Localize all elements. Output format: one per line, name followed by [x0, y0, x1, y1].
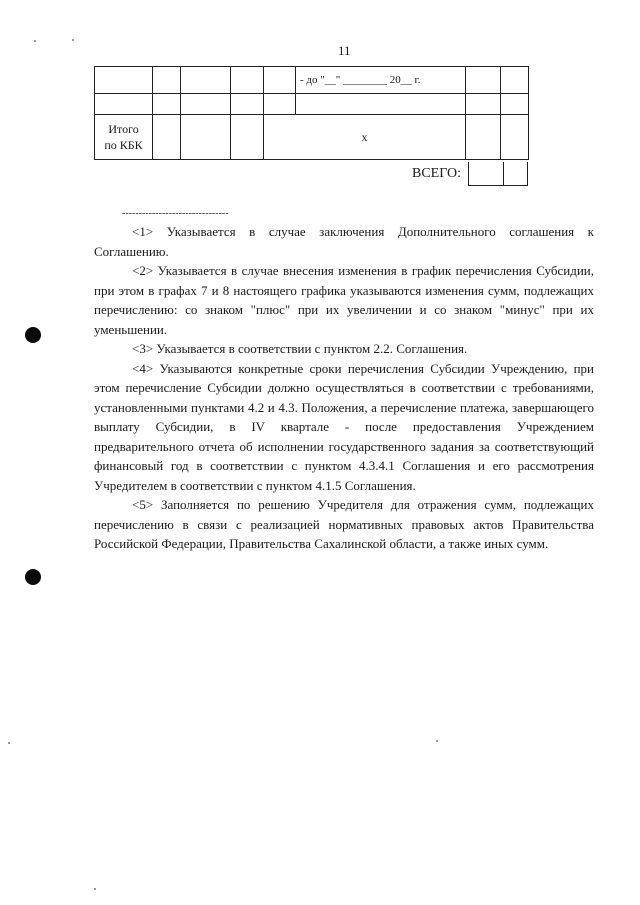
kbk-label: по КБК [104, 138, 143, 152]
total-value-cells [468, 162, 528, 186]
scan-speck [94, 888, 96, 890]
x-mark-cell: х [264, 115, 466, 160]
vsego-label: ВСЕГО: [412, 166, 461, 181]
table-cell [231, 67, 264, 94]
table-row [95, 94, 529, 115]
footnote-separator: -------------------------------- [122, 208, 229, 219]
punch-hole-mark [25, 569, 41, 585]
footnote-5: <5> Заполняется по решению Учредителя для отражения сумм, подлежащих перечислению в связи с реализацией нормативных правовых актов Правительства Российской Федерации, Правительства Сахалинской области, а также иных сумм. [94, 497, 594, 551]
table-cell [231, 94, 264, 115]
table-cell [466, 67, 501, 94]
scan-speck [72, 39, 74, 41]
table-cell [95, 94, 153, 115]
footnote-3: <3> Указывается в соответствии с пунктом 2.2. Соглашения. [132, 341, 468, 356]
table-cell [181, 115, 231, 160]
table-cell [153, 67, 181, 94]
table-cell [466, 115, 501, 160]
table-row [95, 67, 529, 94]
schedule-table [94, 66, 529, 160]
scan-speck [8, 742, 10, 744]
table-cell [264, 67, 296, 94]
table-cell [153, 115, 181, 160]
footnotes [94, 222, 594, 554]
itogo-kbk-cell [95, 115, 153, 160]
deadline-date-cell: - до "__" ________ 20__ г. [296, 67, 466, 94]
page-number: 11 [338, 43, 351, 58]
table-cell [466, 94, 501, 115]
table-cell [264, 94, 296, 115]
table-cell [501, 94, 529, 115]
scan-speck [34, 40, 36, 42]
table-cell [501, 115, 529, 160]
table-cell [95, 67, 153, 94]
table-cell [181, 94, 231, 115]
table-cell [181, 67, 231, 94]
table-cell [231, 115, 264, 160]
table-cell [296, 94, 466, 115]
footnote-1: <1> Указывается в случае заключения Дополнительного соглашения к Соглашению. [94, 224, 594, 259]
punch-hole-mark [25, 327, 41, 343]
scan-speck [436, 740, 438, 742]
footnote-4: <4> Указываются конкретные сроки перечисления Субсидии Учреждению, при этом перечисление Субсидии должно осуществляться в соответствии с требованиями, установленными пунктами 4.2 и 4.3. Положения, а перечисление платежа, завершающего выплату Субсидии, в IV квартале - после предоставления Учреждением предварительного отчета об исполнении государственного задания за соответствующий финансовый год в соответствии с пунктом 4.3.4.1 Соглашения и его рассмотрения Учредителем в соответствии с пунктом 4.1.5 Соглашения. [94, 360, 594, 493]
table-cell [153, 94, 181, 115]
table-cell [501, 67, 529, 94]
footnote-2: <2> Указывается в случае внесения изменения в график перечисления Субсидии, при этом в графах 7 и 8 настоящего графика указываются изменения сумм, подлежащих перечислению: со знаком "плюс" при их увеличении и со знаком "минус" при их уменьшении. [94, 263, 594, 337]
table-row [95, 115, 529, 160]
itogo-label: Итого [108, 122, 139, 136]
